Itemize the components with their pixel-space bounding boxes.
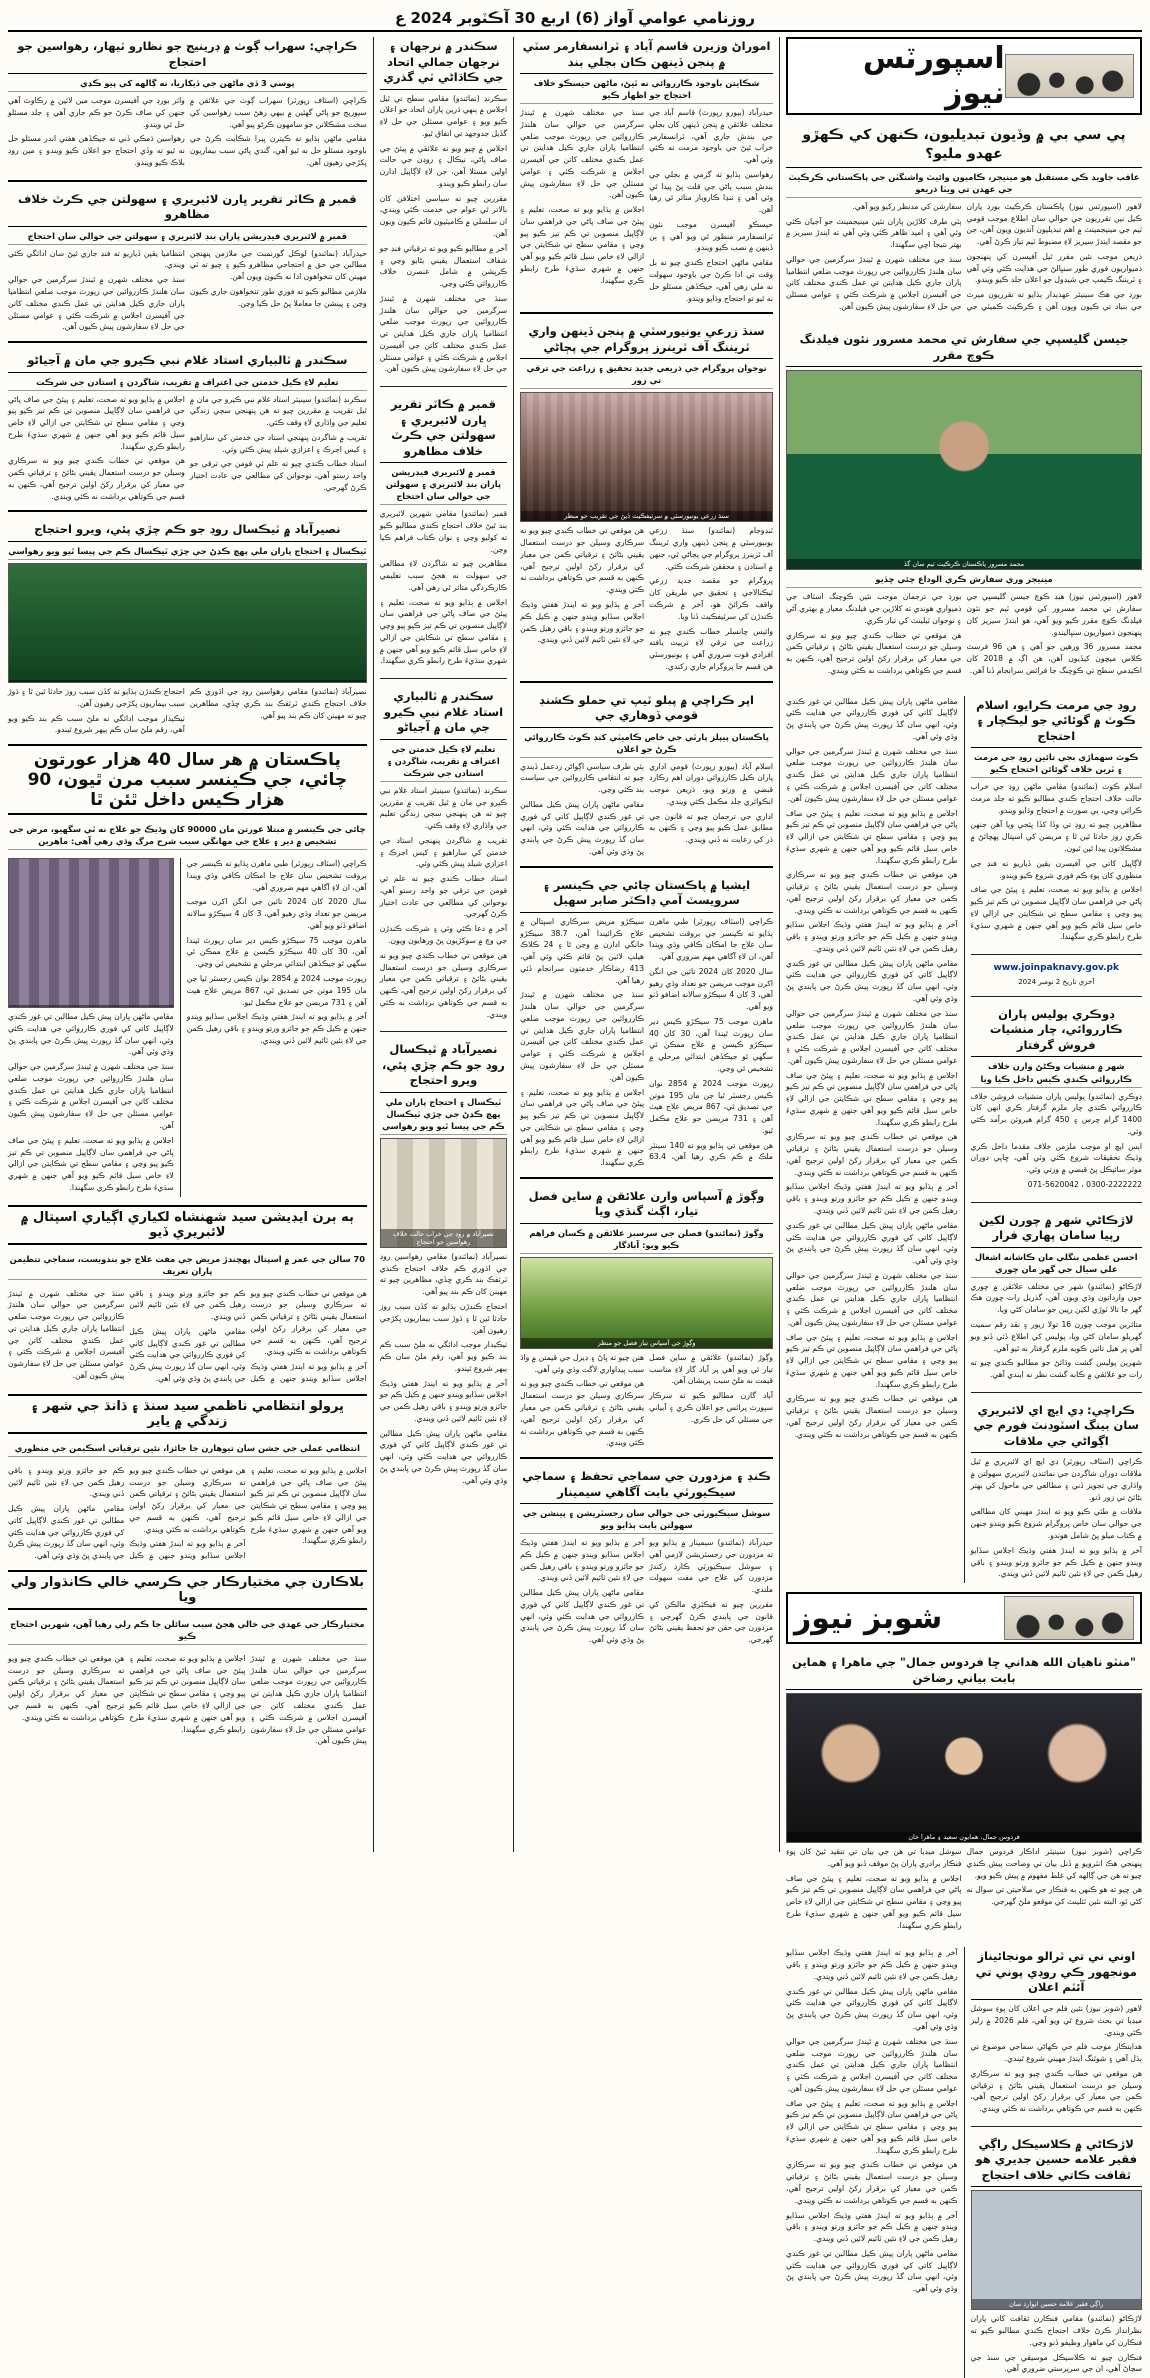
photo-protest — [380, 1138, 507, 1248]
paragraph: اجلاس ۾ چيو ويو ته علائقي ۾ پيئڻ جي صاف پاڻي، نيڪال ۽ روڊن جي حالت اولين مسئلا آهن، جن لاءِ لاڳاپيل ادارن سان رابطو ڪيو ويندو. — [379, 143, 508, 188]
paragraph: مقامي ماڻهن پاران پيش ڪيل مطالبن تي غور ڪندي لاڳاپيل کاتي کي فوري ڪارروائي جي هدايت ڪئي وئي، انهي سان گڏ رپورٽ پيش ڪرڻ جي پابندي پڻ وڌي وئي آهي. — [786, 696, 958, 741]
paragraph: سنڌ جي مختلف شهرن ۾ ٿيندڙ سرگرمين جي حوالي سان هلندڙ ڪارروائين جي رپورٽ موجب ضلعي انتظاميا پاران جاري ڪيل هدايتن تي عمل ڪندي مختلف کاتن جي آفيسرن اجلاس ۾ شرڪت ڪئي ۽ عوامي مسئلن جي حل لاءِ سفارشون پيش ڪيون آهن. — [520, 990, 645, 1082]
subhead: وڳوڙ (نمائندو) فصلن جي سرسبز علائقن ۾ ڪسان فراهم ڪيو ويو: آباڌگار — [520, 1227, 773, 1254]
headline: جيسن گليسپي جي سفارش تي محمد مسرور نئون فيلڊنگ ڪوچ مقرر — [786, 330, 1142, 367]
banner-admin-headline: ڀرولو انتظامي ناظمي سيد سنڌ ۽ ڌانڌ جي شهر ۽ زندگي ۾ ياير — [8, 1394, 367, 1434]
paragraph: سڪرنڊ (نمائندو) مقامي سطح تي ٿيل اجلاس ۾ ٻنهي ڌرين پاران اتحاد جو اعلان ڪيو ويو ۽ عوامي مسئلن جي حل لاءِ گڏيل جدوجهد تي اتفاق ٿيو. — [379, 93, 508, 138]
paragraph: رپورٽ موجب 2024 ۾ 2854 نوان ڪيس رجسٽر ٿيا جن مان 195 موتن جي تصديق ٿي، 867 مريض علاج هيٺ آهن ۽ 731 مريضن جو علاج مڪمل ٿيو. — [649, 1078, 773, 1135]
continued-body — [786, 696, 958, 1444]
paragraph: ٺيڪيدار موجب ادائگي نه ملڻ سبب ڪم بند ڪيو ويو آهي، رقم ملڻ سان ڪم ٻيهر شروع ٿيندو. — [8, 713, 185, 735]
paragraph: نصيرآباد (نمائندو) مقامي رهواسين روڊ جي اڌوري ڪم خلاف احتجاج ڪندي ٽرئفڪ بند ڪري ڇڏي، مظاهرين چيو ته مهينن کان ڪم بند پيو آهي. — [189, 687, 367, 720]
photo-singer — [971, 2190, 1143, 2310]
headline: نصيرآباد ۾ ٽيڪسال روڊ جو ڪم چڙي پئي، ويرو احتجاج — [380, 1040, 507, 1093]
paragraph: متاثرين موجب چورن 16 تولا زيور ۽ نقد رقم سميت گهريلو سامان کڻي ويا، پوليس کي اطلاع ڏئي ڏنو ويو آهي پر هيل تائين ڪوبه ملزم گرفتار نه ٿيو آهي. — [970, 1320, 1142, 1353]
section-title-sports: اسپورٽس نيوز — [862, 41, 1005, 111]
divider — [8, 510, 367, 512]
paragraph: هن موقعي تي خطاب ڪندي چيو ويو ته سرڪاري وسيلن جو درست استعمال يقيني بڻائڻ ۽ ترقياتي ڪمن جي معيار کي برقرار رکڻ اولين ترجيح آهي، ڪنهن به قسم جي ڪوتاهي برداشت نه ڪئي ويندي. — [786, 870, 958, 915]
column-group-mid-left — [380, 37, 507, 1852]
headline: روڊ جي مرمت ڪرايو، اسلام ڪوٽ ۾ گوئائي جو ليڪچار ۽ احتجاج — [971, 696, 1143, 749]
photo-caption — [9, 1005, 173, 1007]
article-body — [520, 761, 773, 858]
paragraph: مقامي ماڻهن پاران پيش ڪيل مطالبن تي غور ڪندي لاڳاپيل کاتي کي فوري ڪارروائي جي هدايت ڪئي وئي، انهي سان گڏ رپورٽ پيش ڪرڻ جي پابندي پڻ وڌي وئي آهي. — [786, 958, 958, 1003]
photo-caption: وڳوڙ جي آسپاس تيار فصل جو منظر — [521, 1338, 772, 1348]
article-body — [520, 525, 773, 672]
paragraph: سنڌ جي مختلف شهرن ۾ ٿيندڙ سرگرمين جي حوالي سان هلندڙ ڪارروائين جي رپورٽ موجب ضلعي انتظاميا پاران جاري ڪيل هدايتن تي عمل ڪندي مختلف کاتن جي آفيسرن اجلاس ۾ شرڪت ڪئي ۽ عوامي مسئلن جي حل لاءِ سفارشون پيش ڪيون آهن. — [520, 108, 645, 200]
website-link[interactable]: www.joinpaknavy.gov.pk — [993, 963, 1119, 974]
paragraph: سنڌ جي مختلف شهرن ۾ ٿيندڙ سرگرمين جي حوالي سان هلندڙ ڪارروائين جي رپورٽ موجب ضلعي انتظاميا پاران جاري ڪيل هدايتن تي عمل ڪندي مختلف کاتن جي آفيسرن اجلاس ۾ شرڪت ڪئي ۽ عوامي مسئلن جي حل لاءِ سفارشون پيش ڪيون آهن. — [786, 254, 962, 311]
paragraph: وائيس چانسلر خطاب ڪندي چيو ته زراعت جي ترقي لاءِ تربيت يافته افرادي قوت ضروري آهي ۽ يونيورسٽي هن قسم جا پروگرام جاري رکندي. — [649, 626, 773, 671]
paragraph: سڪرنڊ (نمائندو) سينيئر استاد غلام نبي ڪيرو جي مان ۾ ٿيل تقريب ۾ مقررين چيو ته هن پنهنجي سڄي زندگي تعليم جي واڌاري لاءِ وقف ڪئي. — [379, 785, 508, 831]
paragraph: هن موقعي تي خطاب ڪندي چيو ويو ته سرڪاري وسيلن جو درست استعمال يقيني بڻائڻ ۽ ترقياتي ڪمن جي معيار کي برقرار رکڻ اولين ترجيح آهي، ڪنهن به قسم جي ڪوتاهي برداشت نه ڪئي ويندي. — [786, 630, 962, 675]
article-nab — [520, 691, 773, 858]
paragraph: آخر ۾ ٻڌايو ويو ته ايندڙ هفتي وڌيڪ اجلاس سڏايو ويندو جنهن ۾ ڪيل ڪم جو جائزو ورتو ويندو ۽ باقي رهيل ڪمن جي لاءِ نئين ٽائيم لائين ڏني ويندي. — [520, 1538, 645, 1583]
continued-body — [786, 1947, 958, 2297]
paragraph: سنڌ جي مختلف شهرن ۾ ٿيندڙ سرگرمين جي حوالي سان هلندڙ ڪارروائين جي رپورٽ موجب ضلعي انتظاميا پاران جاري ڪيل هدايتن تي عمل ڪندي مختلف کاتن جي آفيسرن اجلاس ۾ شرڪت ڪئي ۽ عوامي مسئلن جي حل لاءِ سفارشون پيش ڪيون آهن. — [8, 1288, 125, 1380]
headline: ايشيا ۾ پاڪستان چائي جي ڪينسر ۽ سرويسٽ آمي ڊاڪٽر صابر سهيل — [520, 876, 773, 913]
paragraph: نصيرآباد (نمائندو) مقامي رهواسين روڊ جي اڌوري ڪم خلاف احتجاج ڪندي ٽرئفڪ بند ڪري ڇڏي، مظاهرين چيو ته مهينن کان ڪم بند پيو آهي. — [379, 1251, 508, 1297]
paragraph: سنڌ جي مختلف شهرن ۾ ٿيندڙ سرگرمين جي حوالي سان هلندڙ ڪارروائين جي رپورٽ موجب ضلعي انتظاميا پاران جاري ڪيل هدايتن تي عمل ڪندي مختلف کاتن جي آفيسرن اجلاس ۾ شرڪت ڪئي ۽ عوامي مسئلن جي حل لاءِ سفارشون پيش ڪيون آهن. — [250, 1653, 367, 1746]
paragraph: هدايتڪار موجب فلم جي ڪهاڻي سماجي موضوع تي ٻڌل آهي ۽ شوٽنگ ايندڙ مهيني شروع ٿيندي. — [970, 2042, 1142, 2064]
divider — [380, 1031, 507, 1032]
paragraph: مقامي ماڻهن پاران پيش ڪيل مطالبن تي غور ڪندي لاڳاپيل کاتي کي فوري ڪارروائي جي هدايت ڪئي وئي، انهي سان گڏ رپورٽ پيش ڪرڻ جي پابندي پڻ وڌي وئي آهي. — [520, 1588, 645, 1645]
health-split — [8, 858, 367, 1196]
paragraph: آخر ۾ ٻڌايو ويو ته ايندڙ هفتي وڌيڪ اجلاس سڏايو ويندو جنهن ۾ ڪيل ڪم جو جائزو ورتو ويندو ۽ باقي رهيل ڪمن جي لاءِ نئين ٽائيم لائين ڏني ويندي. — [379, 1378, 508, 1423]
paragraph: مقامي ماڻهن پاران پيش ڪيل مطالبن تي غور ڪندي لاڳاپيل کاتي کي فوري ڪارروائي جي هدايت ڪئي وئي، انهي سان گڏ رپورٽ پيش ڪرڻ جي پابندي پڻ وڌي وئي آهي. — [786, 1220, 958, 1266]
paragraph: مظاهرين چيو ته روڊ تي وڏا کڏا پئجي ويا آهن جنهن ڪري روز حادثا ٿين ٿا ۽ مريضن کي اسپتال پهچائڻ ۾ مشڪلاتون پيدا ٿين ٿيون. — [970, 820, 1142, 854]
subhead: تعليم لاءِ ڪيل خدمتن جي اعتراف ۾ تقريب، شاگردن ۽ استادن جي شرڪت — [8, 376, 367, 391]
paragraph: سنڌ جي مختلف شهرن ۾ ٿيندڙ سرگرمين جي حوالي سان هلندڙ ڪارروائين جي رپورٽ موجب ضلعي انتظاميا پاران جاري ڪيل هدايتن تي عمل ڪندي مختلف کاتن جي آفيسرن اجلاس ۾ شرڪت ڪئي ۽ عوامي مسئلن جي حل لاءِ سفارشون پيش ڪيون آهن. — [8, 275, 185, 332]
subhead: احسن عظمي بنگلي مان ڪاشانه اشغال علي سيال جي گهر مان چوري — [971, 1251, 1143, 1278]
article-body — [786, 591, 1142, 679]
paragraph: اسلام آباد (بيورو رپورٽ) قومي اداري پاران ڪيل ڪارروائي دوران اهم رڪارڊ قبضي ۾ ورتو ويو، ذريعن موجب انڪوائري جلد مڪمل ڪئي ويندي. — [649, 761, 773, 806]
divider — [520, 866, 773, 868]
paragraph: اسلام ڪوٽ (نمائندو) مقامي ماڻهن روڊ جي خراب حالت خلاف احتجاج ڪندي مطالبو ڪيو ته جلد مرمت ڪرائي وڃي، ٻي صورت ۾ احتجاج وڌايو ويندو. — [970, 782, 1142, 815]
article-sports-coach — [786, 330, 1142, 679]
column-divider — [964, 696, 965, 1583]
paragraph: مقررين چيو ته فيڪٽري مالڪن کي قانون جي پابندي ڪرڻ گهرجي ۽ مزدورن جي حقن جو تحفظ يقيني بڻائڻ گهرجي. — [649, 1599, 773, 1645]
website-deadline: آخري تاريخ 2 نومبر 2024 — [1018, 978, 1095, 987]
paragraph: مظاهرين چيو ته شاگردن لاءِ مطالعي جي سهولت نه هجڻ سبب تعليمي ڪارڪردگي متاثر ٿي رهي آهي. — [379, 559, 508, 592]
paragraph: سنڌ جي مختلف شهرن ۾ ٿيندڙ سرگرمين جي حوالي سان هلندڙ ڪارروائين جي رپورٽ موجب ضلعي انتظاميا پاران جاري ڪيل هدايتن تي عمل ڪندي مختلف کاتن جي آفيسرن اجلاس ۾ شرڪت ڪئي ۽ عوامي مسئلن جي حل لاءِ سفارشون پيش ڪيون آهن. — [786, 746, 958, 803]
column-divider — [964, 1947, 965, 2378]
subhead: پاڪستان پيپلز پارٽي جي خاص ڪاميٽي کنڊ ڪوٽ ڪارروائي ڪرڻ جو اعلان — [520, 731, 773, 758]
paragraph: تقريب ۾ شاگردن پنهنجي استاد جي خدمتن کي ساراهيو ۽ کيس اجرڪ ۽ اعزازي شيلڊ پيش ڪئي وئي. — [379, 835, 508, 869]
paragraph: سنڌ جي مختلف شهرن ۾ ٿيندڙ سرگرمين جي حوالي سان هلندڙ ڪارروائين جي رپورٽ موجب ضلعي انتظاميا پاران جاري ڪيل هدايتن تي عمل ڪندي مختلف کاتن جي آفيسرن اجلاس ۾ شرڪت ڪئي ۽ عوامي مسئلن جي حل لاءِ سفارشون پيش ڪيون آهن. — [8, 1062, 174, 1130]
paragraph: هن موقعي تي خطاب ڪندي چيو ويو ته سرڪاري وسيلن جو درست استعمال يقيني بڻائڻ ۽ ترقياتي ڪمن جي معيار کي برقرار رکڻ اولين ترجيح آهي، ڪنهن به قسم جي ڪوتاهي برداشت نه ڪئي ويندي. — [129, 1465, 246, 1534]
paragraph: لاڳاپيل کاتي جي آفيسرن يقين ڏياريو ته فنڊ جي منظوري کان پوءِ ڪم فوري شروع ڪيو ويندو. — [970, 858, 1142, 880]
banner-mukhtiarkar-subhead: مختيارڪار جي عهدي جي خالي هجڻ سبب سائلن جا ڪم رلي رهيا آهن، شهرين احتجاج ڪيو — [8, 1618, 367, 1645]
paragraph: هن موقعي تي خطاب ڪندي چيو ويو ته سرڪاري وسيلن جو درست استعمال يقيني بڻائڻ ۽ ترقياتي ڪمن جي معيار کي برقرار رکڻ اولين ترجيح آهي، ڪنهن به قسم جي ڪوتاهي برداشت نه ڪئي ويندي. — [8, 1653, 125, 1722]
paragraph: آباد گارن مطالبو ڪيو ته سرڪار سپورٽ پرائس جو اعلان ڪري ۽ آبياني جي مسئلي کي حل ڪري. — [649, 1391, 773, 1424]
article-body — [971, 1091, 1143, 1191]
paragraph: هن موقعي تي خطاب ڪندي چيو ويو ته سرڪاري وسيلن جو درست استعمال يقيني بڻائڻ ۽ ترقياتي ڪمن جي معيار کي برقرار رکڻ اولين ترجيح آهي، ڪنهن به قسم جي ڪوتاهي برداشت نه ڪئي ويندي. — [250, 1288, 367, 1357]
paragraph: اجلاس ۾ ٻڌايو ويو ته صحت، تعليم ۽ پيئڻ جي صاف پاڻي جي فراهمي سان لاڳاپيل منصوبن تي ڪم تيز ڪيو پيو وڃي ۽ مقامي سطح تي شڪايتن جي ازالي لاءِ خاص سيل قائم ڪيو ويو آهي جنهن ۾ شهري سڌيءَ طرح رابطو ڪري سگهندا. — [8, 1135, 174, 1192]
paragraph: هنن چيو ته ڀاڻ ۽ ڊيزل جي قيمتن ۾ واڌ سبب پيداواري لاگت وڌي وئي آهي. — [520, 1352, 645, 1374]
paragraph: سنڌ جي مختلف شهرن ۾ ٿيندڙ سرگرمين جي حوالي سان هلندڙ ڪارروائين جي رپورٽ موجب ضلعي انتظاميا پاران جاري ڪيل هدايتن تي عمل ڪندي مختلف کاتن جي آفيسرن اجلاس ۾ شرڪت ڪئي ۽ عوامي مسئلن جي حل لاءِ سفارشون پيش ڪيون آهن. — [379, 293, 508, 374]
column-group-left — [8, 37, 367, 1852]
paragraph: مقامي ماڻهن پاران پيش ڪيل مطالبن تي غور ڪندي لاڳاپيل کاتي کي فوري ڪارروائي جي هدايت ڪئي وئي، انهي سان گڏ رپورٽ پيش ڪرڻ جي پابندي پڻ وڌي وئي آهي. — [8, 1504, 125, 1561]
article-doctor — [520, 876, 773, 1169]
showbiz-split — [786, 1947, 1142, 2378]
paragraph: مقامي ماڻهن پاران پيش ڪيل مطالبن تي غور ڪندي لاڳاپيل کاتي کي فوري ڪارروائي جي هدايت ڪئي وئي، انهي سان گڏ رپورٽ پيش ڪرڻ جي پابندي پڻ وڌي وئي آهي. — [786, 1986, 958, 2032]
subhead: عاقب جاويد ڪي مستقبل هو مينيجر، ڪاميون وائيٽ واشنگٽن جي پاڪستاني ڪرڪيٽ جي عهدن تي ويٺا ذريعو — [786, 171, 1142, 198]
paragraph: اجلاس ۾ ٻڌايو ويو ته صحت، تعليم ۽ پيئڻ جي صاف پاڻي جي فراهمي سان لاڳاپيل منصوبن تي ڪم تيز ڪيو پيو وڃي ۽ مقامي سطح تي شڪايتن جي ازالي لاءِ خاص سيل قائم ڪيو ويو آهي جنهن ۾ شهري سڌيءَ طرح رابطو ڪري سگهندا. — [520, 1087, 645, 1168]
photo-flag-protest — [8, 563, 367, 683]
headline: سڪندر ۾ ٽالبياري استاد غلام نبي ڪيرو جي مان ۾ آجياڻو — [380, 687, 507, 740]
headline: قمبر ۾ ڪاٽر تقرير ڀارن لائبريري ۽ سهولتن جي ڪرٽ خلاف مظاهرو — [8, 190, 367, 227]
paragraph: آخر ۾ دعا ڪئي وئي ۽ شرڪت ڪندڙن جي وچ ۾ سوکڙيون پڻ ورهايون ويون. — [379, 924, 508, 945]
divider — [971, 1202, 1143, 1203]
sports-decor-icon — [1005, 54, 1134, 98]
subhead: قمبر ۾ لائبريري فيڊريشن پاران بنڊ لائبريري ۽ سهولتن جي حوالي سان احتجاج — [8, 230, 367, 245]
article-demolition — [971, 696, 1143, 947]
paragraph: ٻئي طرف کلاڙين پاران نئين مينيجمينٽ جو آجيان ڪئي وئي آهي ۽ اميد ظاهر ڪئي وئي آهي ته ايندڙ سيريز ۾ بهتر نتيجا اچي سگهندا. — [786, 216, 962, 250]
paragraph: مقامي ماڻهن پاران پيش ڪيل مطالبن تي غور ڪندي لاڳاپيل کاتي کي فوري ڪارروائي جي هدايت ڪئي وئي، انهي سان گڏ رپورٽ پيش ڪرڻ جي پابندي پڻ وڌي وئي آهي. — [786, 2248, 958, 2294]
article-body — [8, 95, 367, 172]
paragraph: ڪراچي (شوبز نيوز) سينيئر اداڪار فردوس جمال پنهنجي هڪ انٽرويو ۾ ڏنل بيان تي وضاحت پيش ڪندي چيو ته هن جي ڳالهه کي غلط مفهوم ۾ پيش ڪيو ويو. — [966, 1847, 1142, 1880]
subhead: تعليم لاءِ ڪيل خدمتن جي اعتراف ۾ تقريب، شاگردن ۽ استادن جي شرڪت — [380, 743, 507, 782]
paragraph: آخر ۾ ٻڌايو ويو ته ايندڙ هفتي وڌيڪ اجلاس سڏايو ويندو جنهن ۾ ڪيل ڪم جو جائزو ورتو ويندو ۽ باقي رهيل ڪمن جي لاءِ نئين ٽائيم لائين ڏني ويندي. — [186, 1012, 367, 1045]
article-local-government — [8, 190, 367, 333]
paragraph: لاهور (اسپورٽس نيوز) هيڊ ڪوچ جيسن گليسپي جي سفارش تي محمد مسرور کي قومي ٽيم جو نئون فيلڊنگ ڪوچ مقرر ڪيو ويو آهي، هو ايندڙ سيريز کان پنهنجون ذميواريون سنڀاليندو. — [966, 592, 1142, 637]
subhead: قمبر ۾ لائبريري فيڊريشن پاران بنڊ لائبريري ۽ سهولتن جي حوالي سان احتجاج — [380, 466, 507, 505]
article-body — [520, 1352, 773, 1449]
article-body — [8, 1011, 174, 1193]
article-body — [971, 1456, 1143, 1580]
column-2b — [786, 1947, 958, 2378]
paragraph: بورڊ جي هڪ سينيئر عهديدار ٻڌايو ته تقرريون ميرٽ جي بنياد تي ڪيون ويون آهن ۽ ڪرڪيٽ ڪميٽي جي سفارشن کي مدنظر رکيو ويو آهي. — [852, 201, 1142, 311]
column-2 — [786, 696, 958, 1583]
paragraph: آخر ۾ ٻڌايو ويو ته ايندڙ هفتي وڌيڪ اجلاس سڏايو ويندو جنهن ۾ ڪيل ڪم جو جائزو ورتو ويندو ۽ باقي رهيل ڪمن جي لاءِ نئين ٽائيم لائين ڏني ويندي. — [970, 1545, 1142, 1579]
section-title-showbiz: شوبز نيوز — [794, 1600, 943, 1636]
headline: ڪنڊ ۽ مزدورن جي سماجي تحفظ ۽ سماجي سيڪيورٽي بابت آگاهي سيمينار — [520, 1467, 773, 1504]
paragraph: آخر ۾ ٻڌايو ويو ته ايندڙ هفتي وڌيڪ اجلاس سڏايو ويندو جنهن ۾ ڪيل ڪم جو جائزو ورتو ويندو ۽ باقي رهيل ڪمن جي لاءِ نئين ٽائيم لائين ڏني ويندي. — [786, 920, 958, 953]
subhead: ٽيڪسال ۽ احتجاج پاران ملي پهچ ڪڍڻ جي چڙي ٽيڪسال ڪم جي پيسا ٿيو ويو رهواسي — [8, 545, 367, 560]
paragraph: ٽنڊوجام (نمائندو) سنڌ زرعي يونيورسٽي ۾ پنجن ڏينهن واري ٽريننگ آف ٽرينرز پروگرام جي پڄاڻي ٿي، جنهن ۾ استادن ۽ محققن شرڪت ڪئي. — [649, 526, 773, 571]
paragraph: مقامي ماڻهن پاران پيش ڪيل مطالبن تي غور ڪندي لاڳاپيل کاتي کي فوري ڪارروائي جي هدايت ڪئي وئي، انهي سان گڏ رپورٽ پيش ڪرڻ جي پابندي پڻ وڌي وئي آهي. — [379, 1428, 508, 1485]
headline: لاڙڪاڻي شهر ۾ چورن لکين رپيا سامان پهاري فرار — [971, 1211, 1143, 1248]
article-tiktok — [971, 1947, 1143, 2117]
paragraph: احتجاج ڪندڙن ٻڌايو ته کڏن سبب روز حادثا ٿين ٿا ۽ ڌوڙ سبب بيماريون پکڙجي رهيون آهن. — [8, 687, 185, 708]
paragraph: آخر ۾ ٻڌايو ويو ته ايندڙ هفتي وڌيڪ اجلاس سڏايو ويندو جنهن ۾ ڪيل ڪم جو جائزو ورتو ويندو ۽ باقي رهيل ڪمن جي لاءِ نئين ٽائيم لائين ڏني ويندي. — [786, 1948, 958, 1981]
paragraph: ڪراچي (اسٽاف رپورٽر) سهراب ڳوٺ جي علائقن ۾ سيوريج جو پاڻي گهٽين ۾ بيهي رهڻ سبب رهواسين کي سخت مشڪلاتن جو سامهون ڪرڻو پيو آهي. — [189, 96, 367, 129]
paragraph: سڪرنڊ (نمائندو) سينيئر استاد غلام نبي ڪيرو جي مان ۾ ٿيل تقريب ۾ مقررين چيو ته هن پنهنجي سڄي زندگي تعليم جي واڌاري لاءِ وقف ڪئي. — [189, 394, 367, 428]
photo-caption: فردوس جمال، همايون سعيد ۽ ماهرا خان — [787, 1832, 1141, 1842]
paragraph: حيدرآباد (نمائندو) لوڪل گورنمنٽ جي ملازمن پنهنجن مطالبن جي حق ۾ احتجاجي مظاهرو ڪيو ۽ چيو ته ٽي مهينن کان تنخواهون ادا نه ڪيون ويون آهن. — [189, 248, 367, 282]
article-body — [520, 107, 773, 304]
paragraph: ماهرن موجب 75 سيڪڙو ڪيس دير سان رپورٽ ٿيندا آهن، 30 کان 40 سيڪڙو ڪيسن ۾ علاج ممڪن ٿي سگهي ٿو جيڪڏهن ابتدائي مرحلي ۾ تشخيص ٿي وڃي. — [186, 935, 367, 969]
divider — [380, 678, 507, 679]
photo-showbiz — [786, 1693, 1142, 1843]
paragraph: هن موقعي تي خطاب ڪندي چيو ويو ته سرڪاري وسيلن جو درست استعمال يقيني بڻائڻ ۽ ترقياتي ڪمن جي معيار کي برقرار رکڻ اولين ترجيح آهي، ڪنهن به قسم جي ڪوتاهي برداشت نه ڪئي ويندي. — [8, 456, 185, 501]
paragraph: ڪراچي (اسٽاف رپورٽر) ڊي ايڇ اي لائبريري ۾ ٿيل ملاقات دوران شاگردن جي نمائندن لائبريري سهولتن ۾ واڌاري جي تجويز ڏني ۽ مطالعي جي ماحول کي بهتر بڻائڻ تي زور ڏنو. — [970, 1457, 1142, 1502]
paragraph: لاڙڪاڻو (نمائندو) شهر جي مختلف علائقن ۾ چوري جون وارداتون وڌي ويون آهن، گذريل رات چورن هڪ گهر جا تالا ٽوڙي لکين رپين جو سامان کڻي ويا. — [970, 1281, 1142, 1315]
paragraph: مقامي ماڻهن پاران پيش ڪيل مطالبن تي غور ڪندي لاڳاپيل کاتي کي فوري ڪارروائي جي هدايت ڪئي وئي، انهي سان گڏ رپورٽ پيش ڪرڻ جي پابندي پڻ وڌي وئي آهي. — [8, 1012, 174, 1057]
article-training — [520, 322, 773, 672]
paragraph: حيسڪو آفيسرن موجب نئون ٽرانسفارمر منظور ٿي ويو آهي ۽ ٻن ڏينهن ۾ نصب ڪيو ويندو. — [649, 219, 773, 253]
paragraph: احتجاج ڪندڙن ٻڌايو ته کڏن سبب روز حادثا ٿين ٿا ۽ ڌوڙ سبب بيماريون پکڙجي رهيون آهن. — [379, 1302, 508, 1335]
divider — [971, 2126, 1143, 2127]
paragraph: شهرين پوليس گشت وڌائڻ جو مطالبو ڪندي چيو ته رات جو علائقي ۾ ڪابه گشت نظر نه ايندي آهي. — [970, 1358, 1142, 1380]
paragraph: ملاقات ۾ طئي ڪيو ويو ته ايندڙ مهيني کان مطالعي جي حوالي سان خاص پروگرام شروع ڪيو ويندو جنهن ۾ ڪتاب ميلو پڻ شامل هوندو. — [970, 1507, 1142, 1540]
article-body — [971, 2313, 1143, 2375]
paragraph: آخر ۾ ٻڌايو ويو ته ايندڙ هفتي وڌيڪ اجلاس سڏايو ويندو جنهن ۾ ڪيل ڪم جو جائزو ورتو ويندو ۽ باقي رهيل ڪمن جي لاءِ نئين ٽائيم لائين ڏني ويندي. — [786, 2210, 958, 2244]
paragraph: رپورٽ موجب 2024 ۾ 2854 نوان ڪيس رجسٽر ٿيا جن مان 195 موتن جي تصديق ٿي، 867 مريض علاج هيٺ آهن ۽ 731 مريضن جو علاج مڪمل ٿيو. — [186, 973, 367, 1007]
photo-coach — [786, 370, 1142, 570]
section-logo-sports — [786, 37, 1142, 115]
divider — [971, 1392, 1143, 1393]
article-teacher-honour-left — [8, 351, 367, 502]
paragraph: هن موقعي تي خطاب ڪندي چيو ويو ته سرڪاري وسيلن جو درست استعمال يقيني بڻائڻ ۽ ترقياتي ڪمن جي معيار کي برقرار رکڻ اولين ترجيح آهي، ڪنهن به قسم جي ڪوتاهي برداشت نه ڪئي ويندي. — [379, 950, 508, 1019]
photo-caption: محمد مسرور پاڪستان ڪرڪيٽ ٽيم سان گڏ — [787, 559, 1141, 569]
paragraph: مقررين چيو ته سياسي اختلافن کان بالاتر ٿي عوام جي خدمت ڪئي ويندي، ان سلسلي ۾ ڪاميٽيون قائم ڪيون ويون آهن. — [379, 193, 508, 238]
article-transformer — [520, 37, 773, 304]
banner-health-subhead: چائي جي ڪينسر ۾ مبتلا عورتن مان 90000 کان وڌيڪ جو علاج نه ٿي سگهيو، مرض جي تشخيص ۾ دير ۽ علاج جي مهانگي سبب شرح مرگ وڌي رهي آهي: ماهرين — [8, 823, 367, 850]
paragraph: هن موقعي تي خطاب ڪندي چيو ويو ته سرڪاري وسيلن جو درست استعمال يقيني بڻائڻ ۽ ترقياتي ڪمن جي معيار کي برقرار رکڻ اولين ترجيح آهي، ڪنهن به قسم جي ڪوتاهي برداشت نه ڪئي ويندي. — [970, 2068, 1142, 2114]
photo-caption: نصيرآباد ۾ روڊ جي خراب حالت خلاف رهواسين جو احتجاج — [381, 1229, 506, 1247]
column-1b — [971, 1947, 1143, 2378]
paragraph: مقامي ماڻهن احتجاج ڪندي چيو ته بل وقت تي ادا ڪرڻ جي باوجود سهولت نه ملي رهي آهي، جيڪڏهن مسئلو حل نه ٿيو تو احتجاج وڌايو ويندو. — [649, 258, 773, 303]
paragraph: فنڪارن چيو ته ڪلاسيڪل موسيقي جي سنڌ جي سڃاڻ آهي، ان جي سرپرستي ضروري آهي. — [970, 2352, 1142, 2374]
divider — [520, 681, 773, 683]
headline: اپر ڪراچي ۾ پبلو ٽيپ تي حملو ڪشنڊ قومي ڏوهاري جي — [520, 691, 773, 728]
section-logo-showbiz — [786, 1592, 1142, 1644]
paragraph: اجلاس ۾ ٻڌايو ويو ته صحت، تعليم ۽ پيئڻ جي صاف پاڻي جي فراهمي سان لاڳاپيل منصوبن تي ڪم تيز ڪيو پيو وڃي ۽ مقامي سطح تي شڪايتن جي ازالي لاءِ خاص سيل قائم ڪيو ويو آهي جنهن ۾ شهري سڌيءَ طرح رابطو ڪري سگهندا. — [8, 394, 185, 451]
subhead: ڪوٽ سهماڙي بجي تائين روڊ جي مرمت ۽ ٽرين خلاف گوئائن احتجاج ڪيو — [971, 751, 1143, 778]
headline: وڳوڙ ۾ آسپاس وارن علائقن ۾ ساين فصل تيار، اڳٺ گنڌي ويا — [520, 1187, 773, 1224]
column-group-mid-right — [520, 37, 773, 1852]
headline: سڪندر ۾ نرجهان ۽ نرجهان جمالي اتحاد جي ڪاڌاڻي ٽي گذري — [380, 37, 507, 90]
paragraph: سوشل ميڊيا تي هن جي بيان تي تنقيد ٿيڻ کان پوءِ فنڪار برادري پاران پڻ موقف ڏنو ويو آهي. — [786, 1847, 962, 1868]
banner-mukhtiarkar-headline: بلاڪارن جي مختيارڪار جي ڪرسي خالي ڪانڌوار ولي ويا — [8, 1570, 367, 1610]
headline: قمبر ۾ ڪاٽر تقرير ڀارن لائبريري ۽ سهولتن جي ڪرٽ خلاف مظاهرو — [380, 395, 507, 463]
paragraph: رهواسين ٻڌايو ته گرمي ۾ بجلي جي بندش سبب پاڻي جي قلت پڻ پيدا ٿي وئي آهي ۽ ننڍا ڪاروبار متاثر ٿي رهيا آهن. — [649, 169, 773, 215]
paragraph: ٻئي طرف سياسي اڳواڻن ردعمل ڏيندي چيو ته انتقامي ڪارروائين جي سياست بند ڪئي وڃي. — [520, 761, 645, 795]
paragraph: انتظاميا يقين ڏياريو ته فنڊ جاري ٿيڻ سان ادائگي ڪئي ويندي. — [8, 248, 185, 270]
divider — [8, 180, 367, 182]
article-nasirabad-left — [8, 520, 367, 736]
article-library-protest — [380, 395, 507, 670]
article-nasirabad-road — [380, 1040, 507, 1489]
headline: "منٽو ناهيان الله هداني ڇا فردوس جمال" جي ماهرا ۽ هماين بابت بياني رضاخن — [786, 1653, 1142, 1690]
banner-health-headline: پاڪستان ۾ هر سال 40 هزار عورتون چائي، جي ڪينسر سبب مرن ٿيون، 90 هزار ڪيس داخل ٿئن ٿا — [8, 744, 367, 815]
paragraph: آخر ۾ ٻڌايو ويو ته ايندڙ هفتي وڌيڪ اجلاس سڏايو ويندو جنهن ۾ ڪيل ڪم جو جائزو ورتو ويندو ۽ باقي رهيل ڪمن جي لاءِ نئين ٽائيم لائين ڏني ويندي. — [786, 1182, 958, 1215]
headline: اوني ني تي ٽرالو مونجائيناز مونجهور ڪي روڊي پوني تي آئٽم اعلان — [971, 1947, 1143, 2000]
article-body-hospital — [8, 1288, 367, 1386]
paragraph: سال 2020 کان 2024 تائين جي انگن اکرن موجب مريضن جو تعداد وڌي رهيو آهي، 3 کان 4 سيڪڙو سالانه اضافو ڏٺو ويو آهي. — [186, 897, 367, 930]
article-body-mukhtiarkar — [8, 1653, 367, 1747]
article-body — [380, 785, 507, 1021]
article-body — [971, 1281, 1143, 1381]
divider — [520, 1177, 773, 1179]
paragraph: ايس ايچ او موجب ملزمن خلاف مقدما داخل ڪري وڌيڪ تحقيقات شروع ڪئي وئي آهي، ڇاپي دوران موٽر سائيڪل پڻ قبضي ۾ ورتي وئي. — [970, 1141, 1142, 1175]
paragraph: واٽر بورڊ جي آفيسرن موجب مين لائين ۾ رڪاوٽ آهي جنهن کي صاف ڪرڻ جو ڪم جاري آهي ۽ جلد مسئلو حل ٿي ويندو. — [8, 96, 185, 129]
divider — [971, 996, 1143, 997]
column-1 — [971, 696, 1143, 1583]
paragraph: مقامي ماڻهن پاران پيش ڪيل مطالبن تي غور ڪندي لاڳاپيل کاتي کي فوري ڪارروائي جي هدايت ڪئي وئي، انهي سان گڏ رپورٽ پيش ڪرڻ جي پابندي پڻ وڌي وئي آهي. — [129, 1326, 246, 1383]
subhead: مينيجر وري سفارش ڪري الوداع چئي ڇڏيو — [786, 573, 1142, 588]
paragraph: مقامي ماڻهن پاران پيش ڪيل مطالبن تي غور ڪندي لاڳاپيل کاتي کي فوري ڪارروائي جي هدايت ڪئي وئي، انهي سان گڏ رپورٽ پيش ڪرڻ جي پابندي پڻ وڌي وئي آهي. — [520, 799, 645, 856]
article-seminar-social-security — [520, 1467, 773, 1649]
article-body — [380, 93, 507, 376]
paragraph: لاڙڪاڻو (نمائندو) مقامي فنڪارن ثقافت کاتي پاران نظرانداز ڪرڻ خلاف احتجاج ڪندي مطالبو ڪيو ته فنڪارن کي ماهوار وظيفو ڏنو وڃي. — [970, 2314, 1142, 2347]
banner-hospital-headline: ٻه ٻرن ايڊيشن سيد شهنشاه لکياري اڳياري اسپتال ۾ لائبريري ڏيو — [8, 1205, 367, 1245]
article-body — [786, 1846, 1142, 1931]
group-divider-2 — [513, 37, 514, 1852]
article-body — [380, 1251, 507, 1487]
headline: ڪراچي: سهراب ڳوٺ ۾ ڊرينيج جو نظارو ٽيهار، رهواسين جو احتجاج — [8, 37, 367, 74]
photo-caption: راڳي فقير علامه حسين ايوارڊ سان — [972, 2299, 1142, 2309]
article-body — [520, 1537, 773, 1649]
article-body — [786, 201, 1142, 314]
paragraph: سال 2020 کان 2024 تائين جي انگن اکرن موجب مريضن جو تعداد وڌي رهيو آهي، 3 کان 4 سيڪڙو سالانه اضافو ڏٺو ويو آهي. — [649, 966, 773, 1012]
group-divider-3 — [373, 37, 374, 1852]
article-showbiz-lead — [786, 1653, 1142, 1931]
paragraph: اجلاس ۾ ٻڌايو ويو ته صحت، تعليم ۽ پيئڻ جي صاف پاڻي جي فراهمي سان لاڳاپيل منصوبن تي ڪم تيز ڪيو پيو وڃي ۽ مقامي سطح تي شڪايتن جي ازالي لاءِ خاص سيل قائم ڪيو ويو آهي جنهن ۾ شهري سڌيءَ طرح رابطو ڪري سگهندا. — [520, 205, 645, 285]
paragraph: هن موقعي تي خطاب ڪندي چيو ويو ته سرڪاري وسيلن جو درست استعمال يقيني بڻائڻ ۽ ترقياتي ڪمن جي معيار کي برقرار رکڻ اولين ترجيح آهي، ڪنهن به قسم جي ڪوتاهي برداشت نه ڪئي ويندي. — [520, 526, 645, 595]
paragraph: اجلاس ۾ ٻڌايو ويو ته صحت، تعليم ۽ پيئڻ جي صاف پاڻي جي فراهمي سان لاڳاپيل منصوبن تي ڪم تيز ڪيو پيو وڃي ۽ مقامي سطح تي شڪايتن جي ازالي لاءِ خاص سيل قائم ڪيو ويو آهي جنهن ۾ شهري سڌيءَ طرح رابطو ڪري سگهندا. — [786, 2098, 958, 2155]
photo-field — [520, 1257, 773, 1349]
paragraph: آخر ۾ ٻڌايو ويو ته ايندڙ هفتي وڌيڪ اجلاس سڏايو ويندو جنهن ۾ ڪيل ڪم جو جائزو ورتو ويندو ۽ باقي رهيل ڪمن جي لاءِ نئين ٽائيم لائين ڏني ويندي. — [129, 1288, 367, 1383]
paragraph: رهواسين ڌمڪي ڏني ته جيڪڏهن هفتي اندر مسئلو حل نه ٿيو ته وڏي احتجاج جو اعلان ڪيو ويندو ۽ مين روڊ بلاڪ ڪيو ويندو. — [8, 134, 185, 167]
paragraph: ٺيڪيدار موجب ادائگي نه ملڻ سبب ڪم بند ڪيو ويو آهي، رقم ملڻ سان ڪم ٻيهر شروع ٿيندو. — [379, 1340, 508, 1373]
subhead: ٽيڪسال ۽ احتجاج پاران ملي پهچ ڪڍڻ جي چڙي ٽيڪسال ڪم جي پيسا ٿيو ويو رهواسي — [380, 1096, 507, 1135]
right-lower-split — [786, 696, 1142, 1583]
headline: اموراڻ وزيرن قاسم آباد ۽ ٽرانسفارمر سٽي ۾ پنجن ڏينهن ڪان بجلي بند — [520, 37, 773, 74]
headline: نصيرآباد ۾ ٽيڪسال روڊ جو ڪم چڙي پئي، ويرو احتجاج — [8, 520, 367, 542]
banner-hospital-subhead: 70 سالن جي عمر ۾ اسپتال پهچندڙ مريض جي مفت علاج جو بندوبست، سماجي تنظيمن پاران تعريف — [8, 1253, 367, 1280]
headline: سڪندر ۾ ٽالبياري استاد غلام نبي ڪيرو جي مان ۾ آجياڻو — [8, 351, 367, 373]
article-robbery — [971, 1211, 1143, 1384]
paragraph: ماهرن موجب 75 سيڪڙو ڪيس دير سان رپورٽ ٿيندا آهن، 30 کان 40 سيڪڙو ڪيسن ۾ علاج ممڪن ٿي سگهي ٿو جيڪڏهن ابتدائي مرحلي ۾ تشخيص ٿي وڃي. — [649, 1016, 773, 1073]
paragraph: لاهور (شوبز نيوز) نئين فلم جي اعلان کان پوءِ سوشل ميڊيا تي بحث شروع ٿي ويو آهي، فلم 2026 ۾ رليز ڪئي ويندي. — [970, 2003, 1142, 2037]
article-library-meeting — [971, 1401, 1143, 1583]
paragraph: تقريب ۾ شاگردن پنهنجي استاد جي خدمتن کي ساراهيو ۽ کيس اجرڪ ۽ اعزازي شيلڊ پيش ڪئي وئي. — [189, 432, 367, 454]
showbiz-decor-icon — [1004, 1596, 1134, 1640]
article-body — [8, 248, 367, 333]
masthead-text: روزنامي عوامي آواز (6) اربع 30 آڪٽوبر 2024 ع — [394, 9, 756, 27]
paragraph: اجلاس ۾ ٻڌايو ويو ته صحت، تعليم ۽ پيئڻ جي صاف پاڻي جي فراهمي سان لاڳاپيل منصوبن تي ڪم تيز ڪيو پيو وڃي ۽ مقامي سطح تي شڪايتن جي ازالي لاءِ خاص سيل قائم ڪيو ويو آهي جنهن ۾ شهري سڌيءَ طرح رابطو ڪري سگهندا. — [786, 1070, 958, 1127]
paragraph: استاد خطاب ڪندي چيو ته علم ئي قومن جي ترقي جو واحد رستو آهي، نوجوانن کي مطالعي جي عادت اختيار ڪرڻ گهرجي. — [189, 459, 367, 492]
page-grid — [8, 37, 1143, 2374]
health-photo-col — [8, 858, 174, 1196]
article-body — [520, 916, 773, 1169]
paragraph: 0300-2222222 ، 071-5620042 — [1027, 1179, 1142, 1189]
article-body — [8, 394, 367, 503]
paragraph: لاهور (اسپورٽس نيوز) پاڪستان ڪرڪيٽ بورڊ پاران ڪيل نين تقرريون جي حوالي سان اطلاع موجب قومي ٽيم جي مينيجمينٽ ۾ اهم تبديليون آنديون ويون آهن، جن جو مقصد ايندڙ سيريز لاءِ مضبوط ٽيم تيار ڪرڻ آهي. — [966, 201, 1142, 247]
headline: ڪراچي: ڊي ايڇ اي لائبريري سان بينگ اسٽوڊنٽ فورم جي اڳواڻي جي ملاقات — [971, 1401, 1143, 1454]
paragraph: سنڌ جي مختلف شهرن ۾ ٿيندڙ سرگرمين جي حوالي سان هلندڙ ڪارروائين جي رپورٽ موجب ضلعي انتظاميا پاران جاري ڪيل هدايتن تي عمل ڪندي مختلف کاتن جي آفيسرن اجلاس ۾ شرڪت ڪئي ۽ عوامي مسئلن جي حل لاءِ سفارشون پيش ڪيون آهن. — [786, 2036, 958, 2093]
article-union — [380, 37, 507, 378]
group-divider-1 — [779, 37, 780, 1852]
paragraph: اجلاس ۾ ٻڌايو ويو ته صحت، تعليم ۽ پيئڻ جي صاف پاڻي جي فراهمي سان لاڳاپيل منصوبن تي ڪم تيز ڪيو پيو وڃي ۽ مقامي سطح تي شڪايتن جي ازالي لاءِ خاص سيل قائم ڪيو ويو آهي جنهن ۾ شهري سڌيءَ طرح رابطو ڪري سگهندا. — [786, 1873, 962, 1930]
paragraph: ذريعن موجب نئين مقرر ٿيل آفيسرن کي پنهنجون ذميواريون فوري طور سنڀالڻ جي هدايت ڪئي وئي آهي ۽ ٽريننگ ڪيمپ جي شيڊول جو اعلان جلد ڪيو ويندو. — [966, 251, 1142, 285]
paragraph: هن موقعي تي خطاب ڪندي چيو ويو ته سرڪاري وسيلن جو درست استعمال يقيني بڻائڻ ۽ ترقياتي ڪمن جي معيار کي برقرار رکڻ اولين ترجيح آهي، ڪنهن به قسم جي ڪوتاهي برداشت نه ڪئي ويندي. — [786, 1394, 958, 1439]
masthead — [8, 6, 1142, 32]
paragraph: هن چيو ته هو ڪنهن به فنڪار جي صلاحيتن تي سوال نه کڻي ٿو، البته نئين ٽئلينٽ کي موقعو ملڻ گهرجي. — [966, 1885, 1142, 1907]
article-body — [971, 781, 1143, 943]
headline: پي سي بي ۾ وڏيون تبديليون، ڪنهن کي ڪهڙو عهدو مليو؟ — [786, 124, 1142, 168]
paragraph: ملازمن مطالبو ڪيو ته فوري طور تنخواهون جاري ڪيون وڃن ۽ پينشن جا معاملا پڻ حل ڪيا وڃن. — [189, 286, 367, 308]
paragraph: اجلاس ۾ ٻڌايو ويو ته صحت، تعليم ۽ پيئڻ جي صاف پاڻي جي فراهمي سان لاڳاپيل منصوبن تي ڪم تيز ڪيو پيو وڃي ۽ مقامي سطح تي شڪايتن جي ازالي لاءِ خاص سيل قائم ڪيو ويو آهي جنهن ۾ شهري سڌيءَ طرح رابطو ڪري سگهندا. — [250, 1465, 367, 1546]
column-group-right — [786, 37, 1143, 2374]
paragraph: سنڌ جي مختلف شهرن ۾ ٿيندڙ سرگرمين جي حوالي سان هلندڙ ڪارروائين جي رپورٽ موجب ضلعي انتظاميا پاران جاري ڪيل هدايتن تي عمل ڪندي مختلف کاتن جي آفيسرن اجلاس ۾ شرڪت ڪئي ۽ عوامي مسئلن جي حل لاءِ سفارشون پيش ڪيون آهن. — [786, 1008, 958, 1065]
paragraph: حيدرآباد (نمائندو) سيمينار ۾ ٻڌايو ويو ته مزدورن جي رجسٽريشن لازمي آهي ۽ سوشل سيڪيورٽي ڪارڊ رکندڙ مزدورن کي علاج جي مفت سهولت ملندي. — [649, 1538, 773, 1595]
subhead: پوسي 3 ڏي ماڻهن جي ڏيکاريا، نه ڳالهه کي پيو ڪڍي — [8, 77, 367, 92]
paragraph: پروگرام جو مقصد جديد زرعي ٽيڪنالاجي ۽ تحقيق جي طريقن کان واقف ڪرائڻ هو، آخر ۾ شرڪت ڪندڙن کي سرٽيفڪيٽ ڏنا ويا. — [649, 576, 773, 621]
article-sports-lead — [786, 124, 1142, 314]
article-police — [971, 1005, 1143, 1194]
photo-caption: سنڌ زرعي يونيورسٽي ۾ سرٽيفڪيٽ ڏيڻ جي تقريب جو منظر — [521, 511, 772, 521]
paragraph: بورڊ جي ترجمان موجب نئين ڪوچنگ اسٽاف جي ذميواري هوندي ته کلاڙين جي فيلڊنگ معيار ۾ بهتري آڻي ۽ نوجوان ٽيلينٽ کي تيار ڪري. — [786, 592, 962, 625]
article-teacher-honour — [380, 687, 507, 1023]
paragraph: آخر ۾ مطالبو ڪيو ويو ته ترقياتي فنڊ جو شفاف استعمال يقيني بڻايو وڃي ۽ ڪرپشن ۾ شامل عنصرن خلاف ڪارروائي ڪئي وڃي. — [379, 243, 508, 289]
paragraph: استاد خطاب ڪندي چيو ته علم ئي قومن جي ترقي جو واحد رستو آهي، نوجوانن کي مطالعي جي عادت اختيار ڪرڻ گهرجي. — [379, 874, 508, 919]
photo-seminar-group — [8, 858, 174, 1008]
paragraph: مقامي ماڻهن ٻڌايو ته ڪيترن ڀيرا شڪايت ڪرڻ جي باوجود مسئلو حل نه ٿيو آهي، گندي پاڻي سبب بيماريون پکڙجي رهيون آهن. — [189, 134, 367, 167]
photo-caption — [9, 680, 366, 682]
article-body — [8, 686, 367, 736]
paragraph: اجلاس ۾ ٻڌايو ويو ته صحت، تعليم ۽ پيئڻ جي صاف پاڻي جي فراهمي سان لاڳاپيل منصوبن تي ڪم تيز ڪيو پيو وڃي ۽ مقامي سطح تي شڪايتن جي ازالي لاءِ خاص سيل قائم ڪيو ويو آهي جنهن ۾ شهري سڌيءَ طرح رابطو ڪري سگهندا. — [129, 1653, 246, 1734]
article-body — [380, 508, 507, 667]
article-body-admin — [8, 1465, 367, 1562]
paragraph: وڳوڙ (نمائندو) علائقي ۾ ساين فصل تيار ٿي ويو آهي پر آباد گار لاءِ مناسب قيمت نه ملڻ سبب پريشان آهن. — [649, 1352, 773, 1386]
paragraph: محمد مسرور 36 ورهين جو آهي ۽ هن 96 فرسٽ ڪلاس ميچون کيڏيون آهن، هن اڳ ۾ 2018 کان اڪيڊمي سطح تي ڪوچنگ جا فرائض سرانجام ڏنا آهن. — [966, 642, 1143, 675]
paragraph: حيدرآباد (بيورو رپورٽ) قاسم آباد جي مختلف علائقن ۾ پنجن ڏينهن کان بجلي جي بندش جاري آهي، ٽرانسفارمر خراب ٿيڻ جي باوجود مرمت نه ڪئي وئي آهي. — [649, 108, 773, 165]
subhead: شڪايتن باوجود ڪارروائي نه ٿيڻ، ماڻهن حيسڪو خلاف احتجاج جو اظهار ڪيو — [520, 77, 773, 104]
paragraph: قمبر (نمائندو) مقامي شهرين لائبريري بند ٿيڻ خلاف احتجاج ڪندي مطالبو ڪيو ته کوليو وڃي ۽ نوان ڪتاب فراهم ڪيا وڃن. — [379, 509, 508, 554]
paragraph: سنڌ جي مختلف شهرن ۾ ٿيندڙ سرگرمين جي حوالي سان هلندڙ ڪارروائين جي رپورٽ موجب ضلعي انتظاميا پاران جاري ڪيل هدايتن تي عمل ڪندي مختلف کاتن جي آفيسرن اجلاس ۾ شرڪت ڪئي ۽ عوامي مسئلن جي حل لاءِ سفارشون پيش ڪيون آهن. — [786, 1270, 958, 1327]
subhead: سوشل سيڪيورٽي جي حوالي سان رجسٽريشن ۽ پينشن جي سهولتن بابت ٻڌايو ويو — [520, 1507, 773, 1534]
article-singer — [971, 2135, 1143, 2378]
paragraph: آخر ۾ ٻڌايو ويو ته ايندڙ هفتي وڌيڪ اجلاس سڏايو ويندو جنهن ۾ ڪيل ڪم جو جائزو ورتو ويندو ۽ باقي رهيل ڪمن جي لاءِ نئين ٽائيم لائين ڏني ويندي. — [520, 599, 645, 645]
paragraph: ڪراچي (اسٽاف رپورٽر) طبي ماهرن ٻڌايو ته ڪينسر جي بروقت تشخيص سان علاج جا امڪان ڪافي وڌي ويندا آهن، ان لاءِ آگاهي مهم ضروري آهي. — [649, 916, 773, 962]
photo-training — [520, 392, 773, 522]
paragraph: آخر ۾ ٻڌايو ويو ته ايندڙ هفتي وڌيڪ اجلاس سڏايو ويندو جنهن ۾ ڪيل ڪم جو جائزو ورتو ويندو ۽ باقي رهيل ڪمن جي لاءِ نئين ٽائيم لائين ڏني ويندي. — [8, 1465, 246, 1561]
paragraph: اجلاس ۾ ٻڌايو ويو ته صحت، تعليم ۽ پيئڻ جي صاف پاڻي جي فراهمي سان لاڳاپيل منصوبن تي ڪم تيز ڪيو پيو وڃي ۽ مقامي سطح تي شڪايتن جي ازالي لاءِ خاص سيل قائم ڪيو ويو آهي جنهن ۾ شهري سڌيءَ طرح رابطو ڪري سگهندا. — [786, 1332, 958, 1389]
article-farmers — [520, 1187, 773, 1449]
paragraph: ڊوڪري (نمائندو) پوليس پاران منشيات فروشن خلاف ڪارروائي ڪندي چار ملزم گرفتار ڪري انهن کان 1400 گرام چرس ۽ 450 گرام هيروئن برآمد ڪئي وئي. — [970, 1091, 1142, 1136]
paragraph: اجلاس ۾ ٻڌايو ويو ته صحت، تعليم ۽ پيئڻ جي صاف پاڻي جي فراهمي سان لاڳاپيل منصوبن تي ڪم تيز ڪيو پيو وڃي ۽ مقامي سطح تي شڪايتن جي ازالي لاءِ خاص سيل قائم ڪيو ويو آهي جنهن ۾ شهري سڌيءَ طرح رابطو ڪري سگهندا. — [379, 597, 508, 666]
article-sewerage — [8, 37, 367, 172]
headline: ڊوڪري پوليس پاران ڪارروائي، چار منشيات فروش گرفتار — [971, 1005, 1143, 1058]
paragraph: هن موقعي تي ٻڌايو ويو ته 140 سينٽر ملڪ ۾ ڪم ڪري رهيا آهن، 63.4 سيڪڙو مريض سرڪاري اسپتالن ۾ علاج ڪرائيندا آهن، 38.7 سيڪڙو خانگي ادارن ۾ وڃن ٿا ۽ 24 ڪلاڪ هيلپ لائين پڻ قائم ڪئي وئي آهي، 413 رضاڪار خدمتون سرانجام ڏئي رهيا آهن. — [520, 916, 773, 1162]
article-body — [971, 2003, 1143, 2115]
paragraph: هن موقعي تي خطاب ڪندي چيو ويو ته سرڪاري وسيلن جو درست استعمال يقيني بڻائڻ ۽ ترقياتي ڪمن جي معيار کي برقرار رکڻ اولين ترجيح آهي، ڪنهن به قسم جي ڪوتاهي برداشت نه ڪئي ويندي. — [520, 1379, 645, 1448]
paragraph: هن موقعي تي خطاب ڪندي چيو ويو ته سرڪاري وسيلن جو درست استعمال يقيني بڻائڻ ۽ ترقياتي ڪمن جي معيار کي برقرار رکڻ اولين ترجيح آهي، ڪنهن به قسم جي ڪوتاهي برداشت نه ڪئي ويندي. — [786, 1132, 958, 1177]
paragraph: اجلاس ۾ ٻڌايو ويو ته صحت، تعليم ۽ پيئڻ جي صاف پاڻي جي فراهمي سان لاڳاپيل منصوبن تي ڪم تيز ڪيو پيو وڃي ۽ مقامي سطح تي شڪايتن جي ازالي لاءِ خاص سيل قائم ڪيو ويو آهي جنهن ۾ شهري سڌيءَ طرح رابطو ڪري سگهندا. — [970, 885, 1142, 942]
divider — [520, 312, 773, 314]
banner-admin-subhead: انتظامي عملي جي جشن سان تيوهارن جا جائزا، نئين ترقياتي اسڪيمن جي منظوري — [8, 1442, 367, 1457]
article-body — [187, 858, 367, 1046]
headline: سنڌ زرعي يونيورسٽي ۾ پنجن ڏينهن واري ٽريننگ آف ٽرينرز پروگرام جي پڄاڻي — [520, 322, 773, 359]
column-divider — [180, 858, 181, 1196]
divider — [8, 341, 367, 343]
subhead: شهر ۾ منشيات وڪڻڻ وارن خلاف ڪارروائي ڪندي ڪيس داخل ڪيا ويا — [971, 1060, 1143, 1087]
paragraph: اجلاس ۾ ٻڌايو ويو ته صحت، تعليم ۽ پيئڻ جي صاف پاڻي جي فراهمي سان لاڳاپيل منصوبن تي ڪم تيز ڪيو پيو وڃي ۽ مقامي سطح تي شڪايتن جي ازالي لاءِ خاص سيل قائم ڪيو ويو آهي جنهن ۾ شهري سڌيءَ طرح رابطو ڪري سگهندا. — [786, 808, 958, 865]
health-text-col — [187, 858, 367, 1196]
divider — [380, 386, 507, 387]
subhead: نوجوان پروگرام جي ذريعي جديد تحقيق ۽ زراعت جي ترقي تي زور — [520, 362, 773, 389]
divider — [520, 1457, 773, 1459]
paragraph: هن موقعي تي خطاب ڪندي چيو ويو ته سرڪاري وسيلن جو درست استعمال يقيني بڻائڻ ۽ ترقياتي ڪمن جي معيار کي برقرار رکڻ اولين ترجيح آهي، ڪنهن به قسم جي ڪوتاهي برداشت نه ڪئي ويندي. — [786, 2160, 958, 2205]
headline: لاڙڪاڻي ۾ ڪلاسيڪل راڳي فقير علامه حسين جديري هو ثقافت ڪاتي خلاف احتجاج — [971, 2135, 1143, 2188]
paragraph: ڪراچي (اسٽاف رپورٽر) طبي ماهرن ٻڌايو ته ڪينسر جي بروقت تشخيص سان علاج جا امڪان ڪافي وڌي ويندا آهن، ان لاءِ آگاهي مهم ضروري آهي. — [186, 859, 367, 892]
divider — [971, 954, 1143, 955]
paragraph: اداري جي ترجمان چيو ته قانون جي مطابق عمل ڪيو پيو وڃي ۽ ڪنهن به ڌر کي رعايت نه ڏني ويندي. — [649, 811, 773, 845]
